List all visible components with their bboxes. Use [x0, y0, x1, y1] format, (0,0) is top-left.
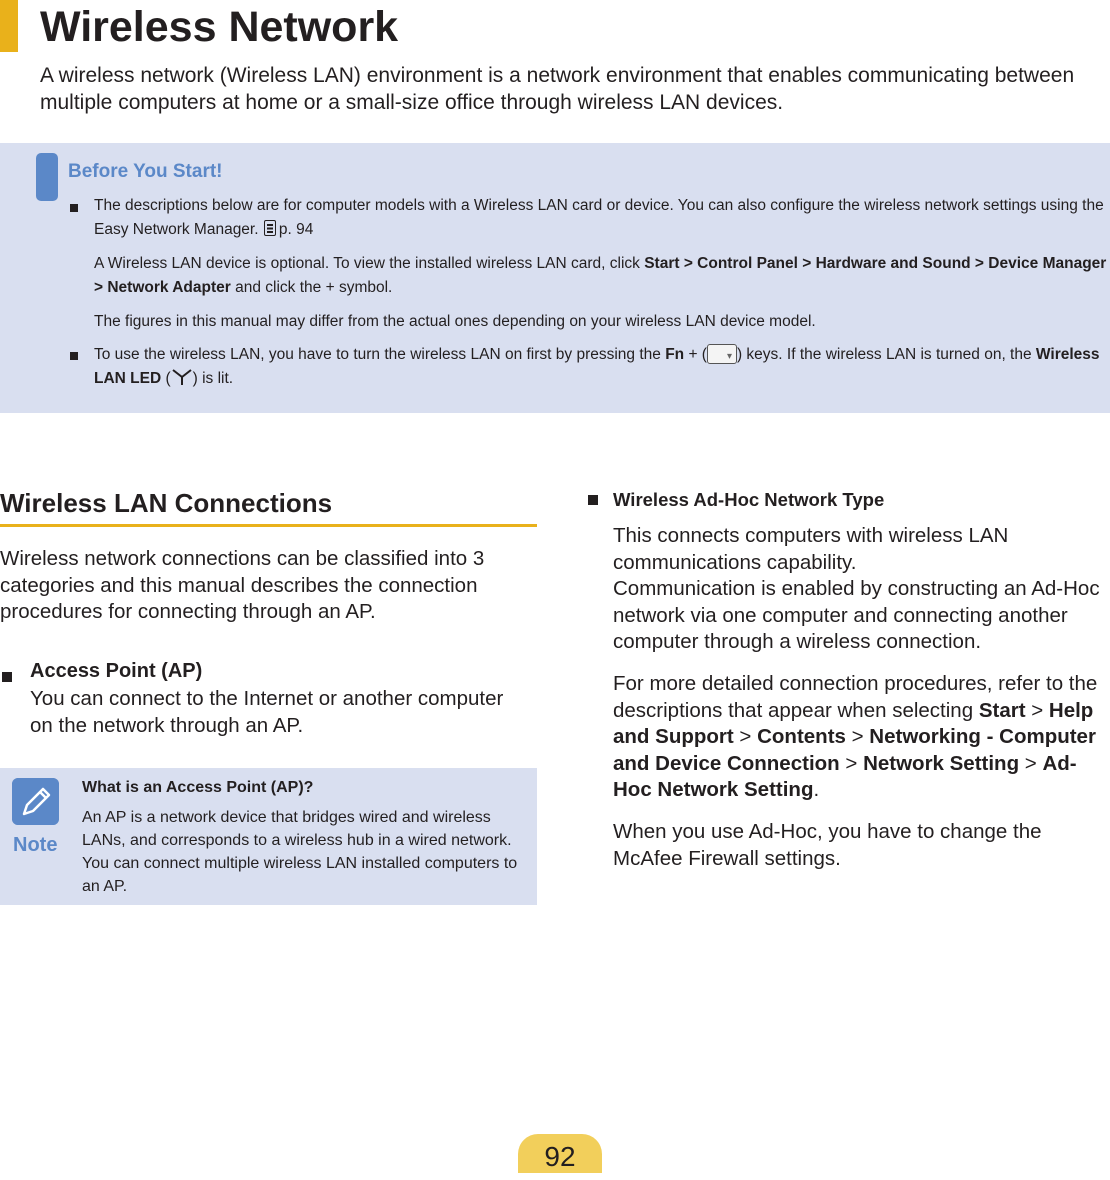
before-paragraph-2: [94, 252, 1108, 299]
adhoc-paragraph-2: Communication is enabled by constructing an Ad-Hoc network via one computer and connecting another computer through a wireless connection.: [613, 577, 1100, 653]
before-paragraph-4: [94, 343, 1108, 390]
path-networking: Networking - Computer and Device Connection: [613, 725, 1096, 775]
heading-underline: [0, 524, 537, 527]
title-accent-bar: [0, 0, 18, 52]
fn-key-label: Fn: [665, 346, 685, 363]
note-label: Note: [13, 834, 58, 856]
antenna-icon: [171, 368, 193, 386]
access-point-text: You can connect to the Internet or another computer on the network through an AP.: [30, 687, 504, 737]
before-p4-open: (: [161, 369, 171, 387]
path-start: Start: [978, 698, 1026, 722]
before-p2-text: A Wireless LAN device is optional. To view the installed wireless LAN card, click: [94, 255, 645, 272]
bullet-icon: [70, 352, 78, 360]
before-p1-text: The descriptions below are for computer models with a Wireless LAN card or device. You can also configure the wireless network settings using the Easy Network Manager.: [94, 197, 1104, 238]
path-network-setting: Network Setting: [863, 751, 1020, 775]
access-point-title: Access Point (AP): [30, 660, 203, 682]
before-p1-ref: p. 94: [278, 220, 314, 238]
path-separator: >: [733, 725, 758, 748]
before-p4-text: To use the wireless LAN, you have to turn the wireless LAN on first by pressing the: [94, 346, 666, 363]
before-paragraph-1: [94, 194, 1108, 241]
before-you-start-icon: [36, 153, 58, 201]
intro-paragraph: A wireless network (Wireless LAN) environment is a network environment that enables communicating between multiple computers at home or a small-size office through wireless LAN devices.: [40, 64, 1075, 114]
wireless-lan-led-label: Wireless LAN LED: [94, 346, 1100, 387]
before-p4-plus: + (: [684, 346, 707, 363]
wireless-key-icon: [707, 344, 737, 364]
path-help-and-support: Help and Support: [613, 698, 1094, 748]
page-number: 92: [518, 1134, 602, 1173]
before-p4-end: ) is lit.: [192, 369, 234, 387]
before-p2-end: and click the + symbol.: [230, 278, 393, 296]
square-bullet-icon: [588, 495, 598, 505]
adhoc-paragraph-1: This connects computers with wireless LAN communications capability.: [613, 524, 1009, 574]
manual-icon: [264, 220, 276, 236]
path-separator: >: [845, 725, 870, 748]
connections-heading: Wireless LAN Connections: [0, 488, 333, 518]
connections-paragraph: Wireless network connections can be classified into 3 categories and this manual describes the connection procedures for connecting through an AP.: [0, 547, 485, 623]
adhoc-paragraph-4: When you use Ad-Hoc, you have to change the McAfee Firewall settings.: [613, 820, 1042, 870]
path-separator: >: [839, 751, 864, 775]
before-p4-mid: ) keys. If the wireless LAN is turned on, the: [736, 346, 1036, 363]
path-end: .: [813, 778, 820, 801]
square-bullet-icon: [2, 672, 12, 682]
note-pencil-icon: [12, 778, 59, 825]
note-title: What is an Access Point (AP)?: [82, 779, 314, 796]
note-text: An AP is a network device that bridges wired and wireless LANs, and corresponds to a wireless hub in a wired network. You can connect multiple wireless LAN installed computers to an AP.: [82, 809, 518, 895]
page-title: Wireless Network: [40, 3, 399, 51]
before-you-start-title: Before You Start!: [68, 161, 223, 182]
adhoc-paragraph-3: [613, 671, 1108, 804]
path-adhoc-setting: Ad-Hoc Network Setting: [613, 751, 1077, 801]
path-contents: Contents: [757, 725, 846, 748]
before-paragraph-3: The figures in this manual may differ from the actual ones depending on your wireless LAN device model.: [94, 313, 816, 330]
bullet-icon: [70, 204, 78, 212]
path-separator: >: [1025, 698, 1049, 722]
adhoc-p3-text: For more detailed connection procedures, refer to the descriptions that appear when selecting: [613, 672, 1098, 722]
device-manager-path: Start > Control Panel > Hardware and Sound > Device Manager > Network Adapter: [94, 255, 1107, 296]
adhoc-title: Wireless Ad-Hoc Network Type: [613, 489, 885, 510]
path-separator: >: [1019, 751, 1043, 775]
